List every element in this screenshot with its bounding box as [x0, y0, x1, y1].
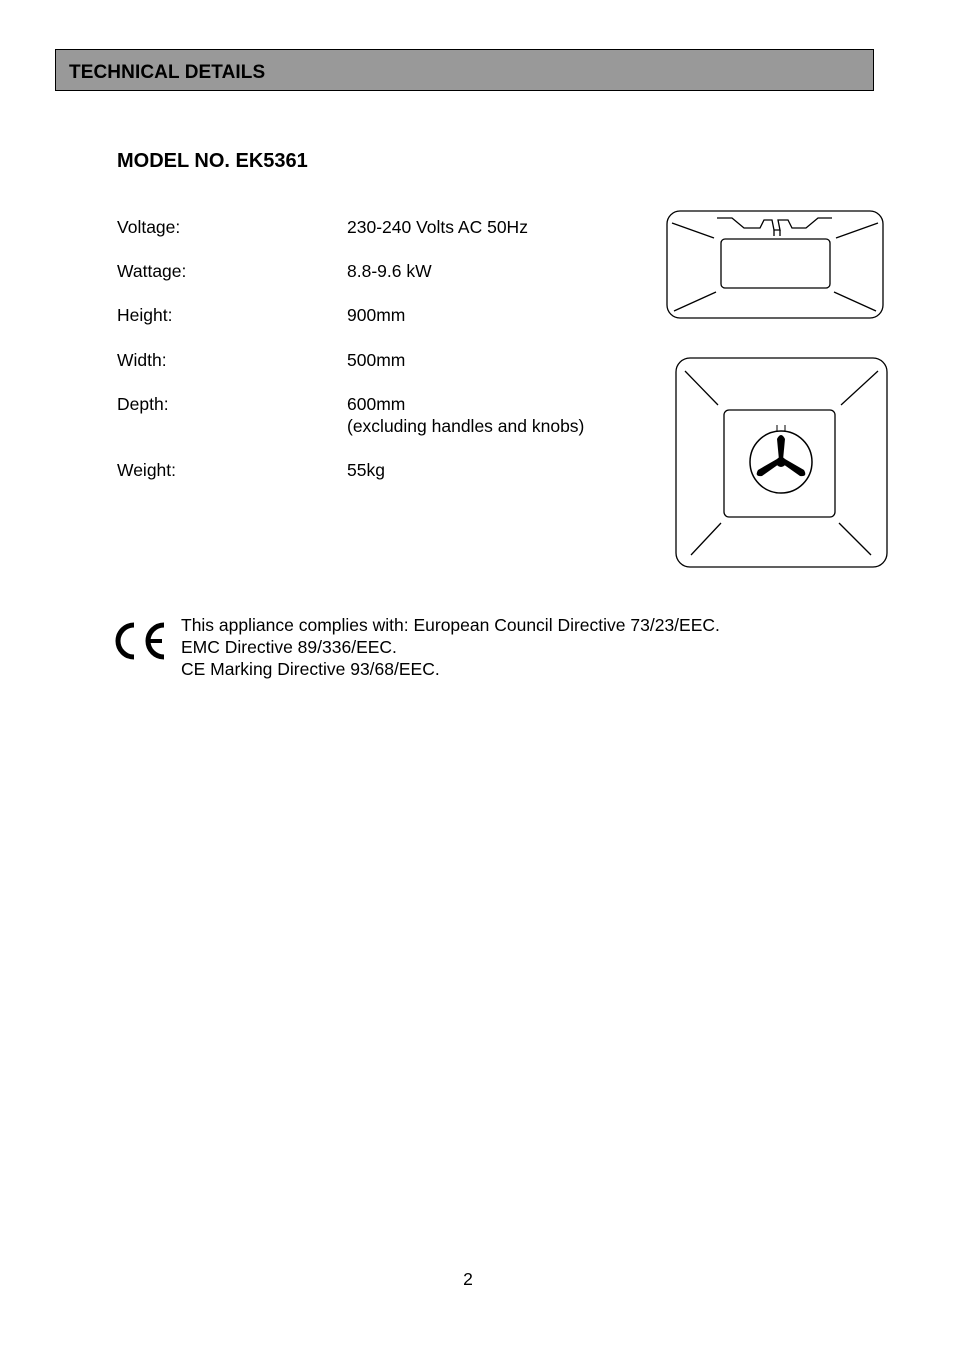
ce-mark-icon — [112, 620, 168, 662]
ce-mark-letters: CE — [112, 620, 114, 621]
spec-label-height: Height: — [117, 305, 173, 325]
spec-value-depth: 600mm — [347, 394, 406, 414]
spec-value-wattage: 8.8-9.6 kW — [347, 261, 432, 281]
model-number: MODEL NO. EK5361 — [117, 150, 308, 172]
spec-label-width: Width: — [117, 350, 167, 370]
grill-compartment-icon — [664, 208, 888, 322]
spec-label-wattage: Wattage: — [117, 261, 187, 281]
fan-oven-icon — [673, 355, 891, 571]
compliance-text — [181, 614, 720, 680]
spec-value-weight: 55kg — [347, 460, 385, 480]
section-title: TECHNICAL DETAILS — [69, 62, 266, 83]
spec-value-height: 900mm — [347, 305, 406, 325]
compliance-line: CE Marking Directive 93/68/EEC. — [181, 659, 440, 679]
page-number: 2 — [463, 1269, 473, 1289]
spec-value-width: 500mm — [347, 350, 406, 370]
spec-value-voltage: 230-240 Volts AC 50Hz — [347, 217, 528, 237]
compliance-line: This appliance complies with: European Council Directive 73/23/EEC. — [181, 615, 720, 635]
compliance-line: EMC Directive 89/336/EEC. — [181, 637, 397, 657]
spec-label-depth: Depth: — [117, 394, 169, 414]
spec-label-voltage: Voltage: — [117, 217, 181, 237]
spec-label-weight: Weight: — [117, 460, 177, 480]
spec-note-depth: (excluding handles and knobs) — [347, 416, 585, 436]
section-header-bar — [55, 49, 874, 91]
